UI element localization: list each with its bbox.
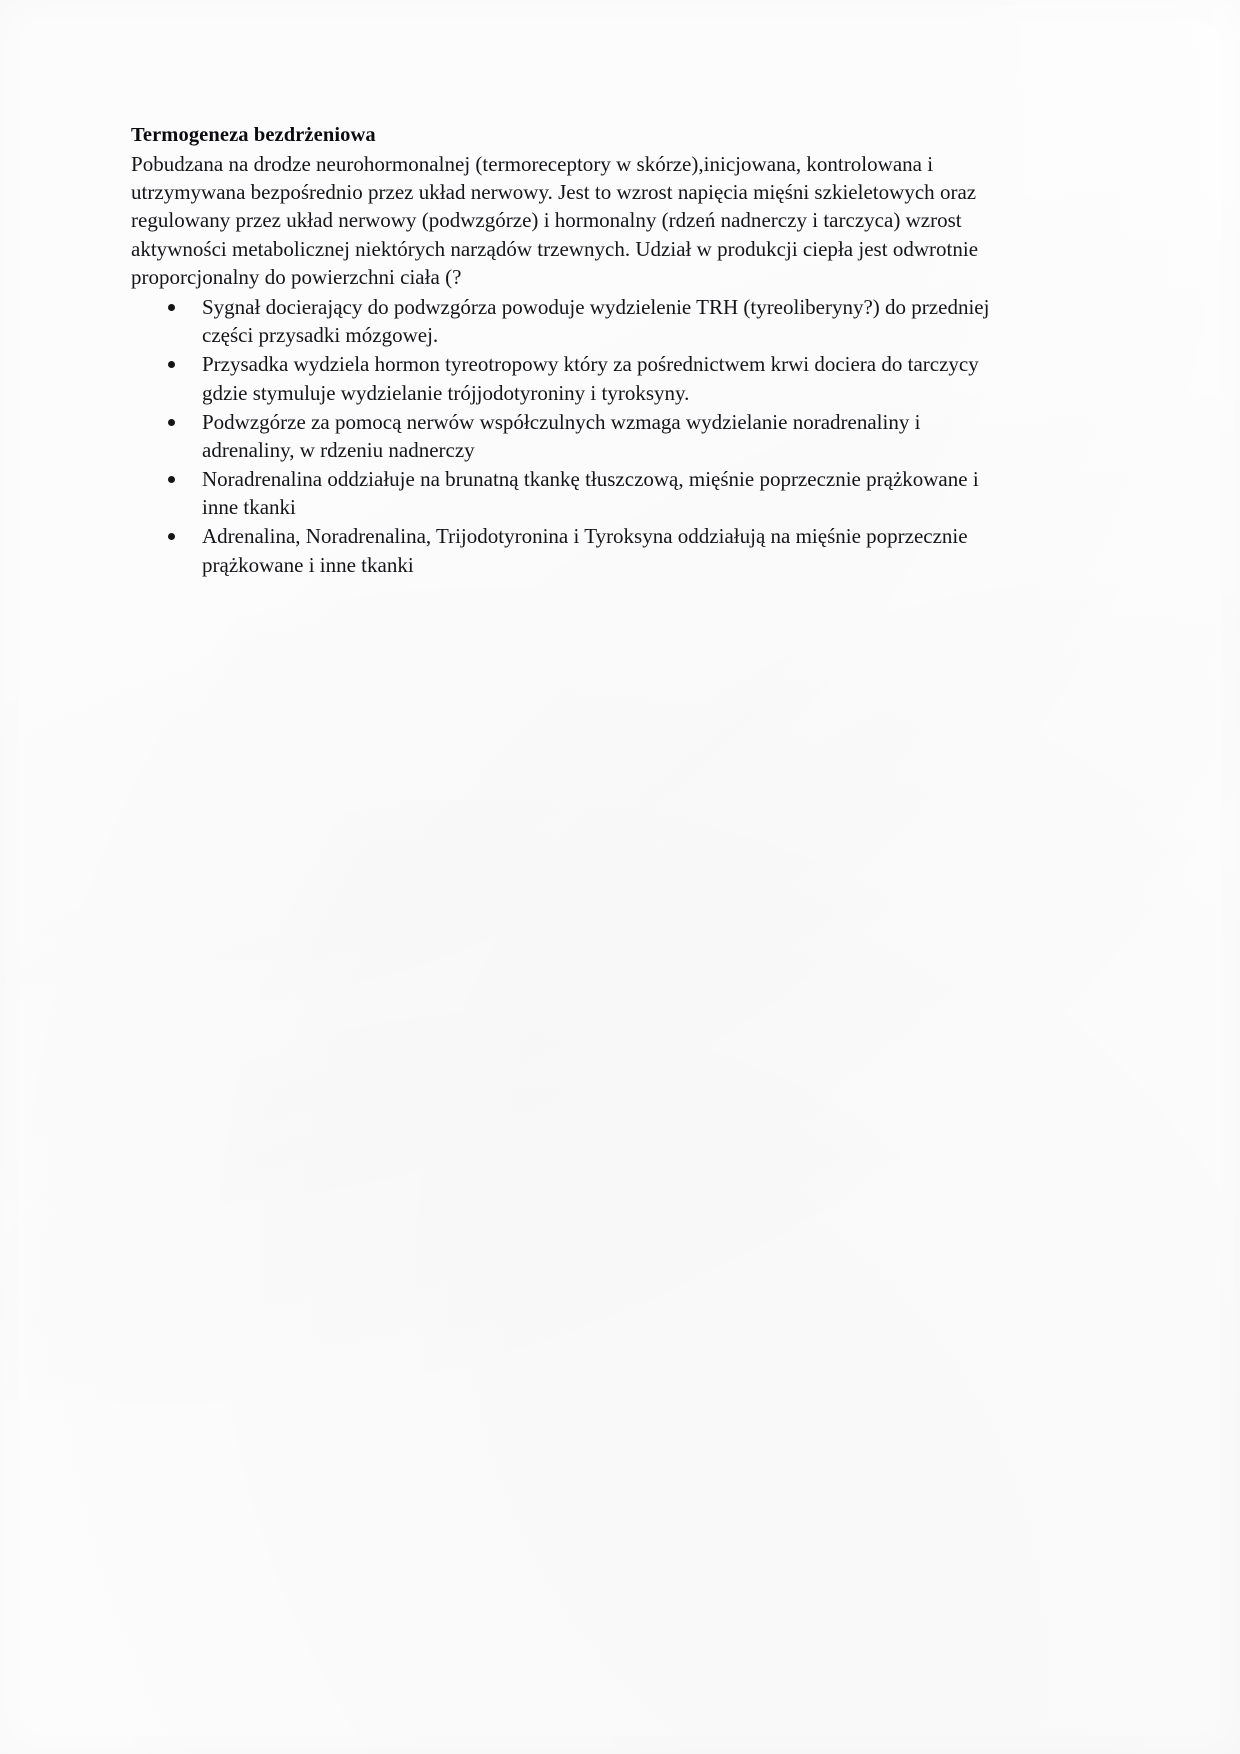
list-item-text: Przysadka wydziela hormon tyreotropowy który za pośrednictwem krwi dociera do tarczycy gdzie stymuluje wydzielanie trójjodotyroniny i tyroksyny.: [202, 352, 979, 405]
list-item: [131, 350, 1011, 407]
bullet-dot-icon: [168, 419, 175, 426]
list-item-text: Adrenalina, Noradrenalina, Trijodotyronina i Tyroksyna oddziałują na mięśnie poprzecznie prążkowane i inne tkanki: [202, 524, 968, 577]
bullet-dot-icon: [168, 533, 175, 540]
bullet-dot-icon: [168, 304, 175, 311]
list-item: [131, 408, 1011, 465]
list-item-text: Sygnał docierający do podwzgórza powoduje wydzielenie TRH (tyreoliberyny?) do przedniej części przysadki mózgowej.: [202, 295, 990, 348]
bullet-list: [131, 293, 1011, 579]
list-item: [131, 293, 1011, 350]
intro-paragraph: Pobudzana na drodze neurohormonalnej (termoreceptory w skórze),inicjowana, kontrolowana i utrzymywana bezpośrednio przez układ nerwowy. Jest to wzrost napięcia mięśni szkieletowych oraz regulowany przez układ nerwowy (podwzgórze) i hormonalny (rdzeń nadnerczy i tarczyca) wzrost aktywności metabolicznej niektórych narządów trzewnych. Udział w produkcji ciepła jest odwrotnie proporcjonalny do powierzchni ciała (?: [131, 152, 979, 289]
list-item-text: Podwzgórze za pomocą nerwów współczulnych wzmaga wydzielanie noradrenaliny i adrenaliny, w rdzeniu nadnerczy: [202, 409, 921, 463]
list-item: [131, 522, 1011, 579]
bullet-dot-icon: [168, 476, 175, 483]
list-item-text: Noradrenalina oddziałuje na brunatną tkankę tłuszczową, mięśnie poprzecznie prążkowane i inne tkanki: [202, 467, 979, 520]
page-title: Termogeneza bezdrżeniowa: [131, 124, 376, 146]
list-item: [131, 465, 1011, 522]
document-content: [131, 122, 1011, 580]
bullet-dot-icon: [168, 361, 175, 368]
